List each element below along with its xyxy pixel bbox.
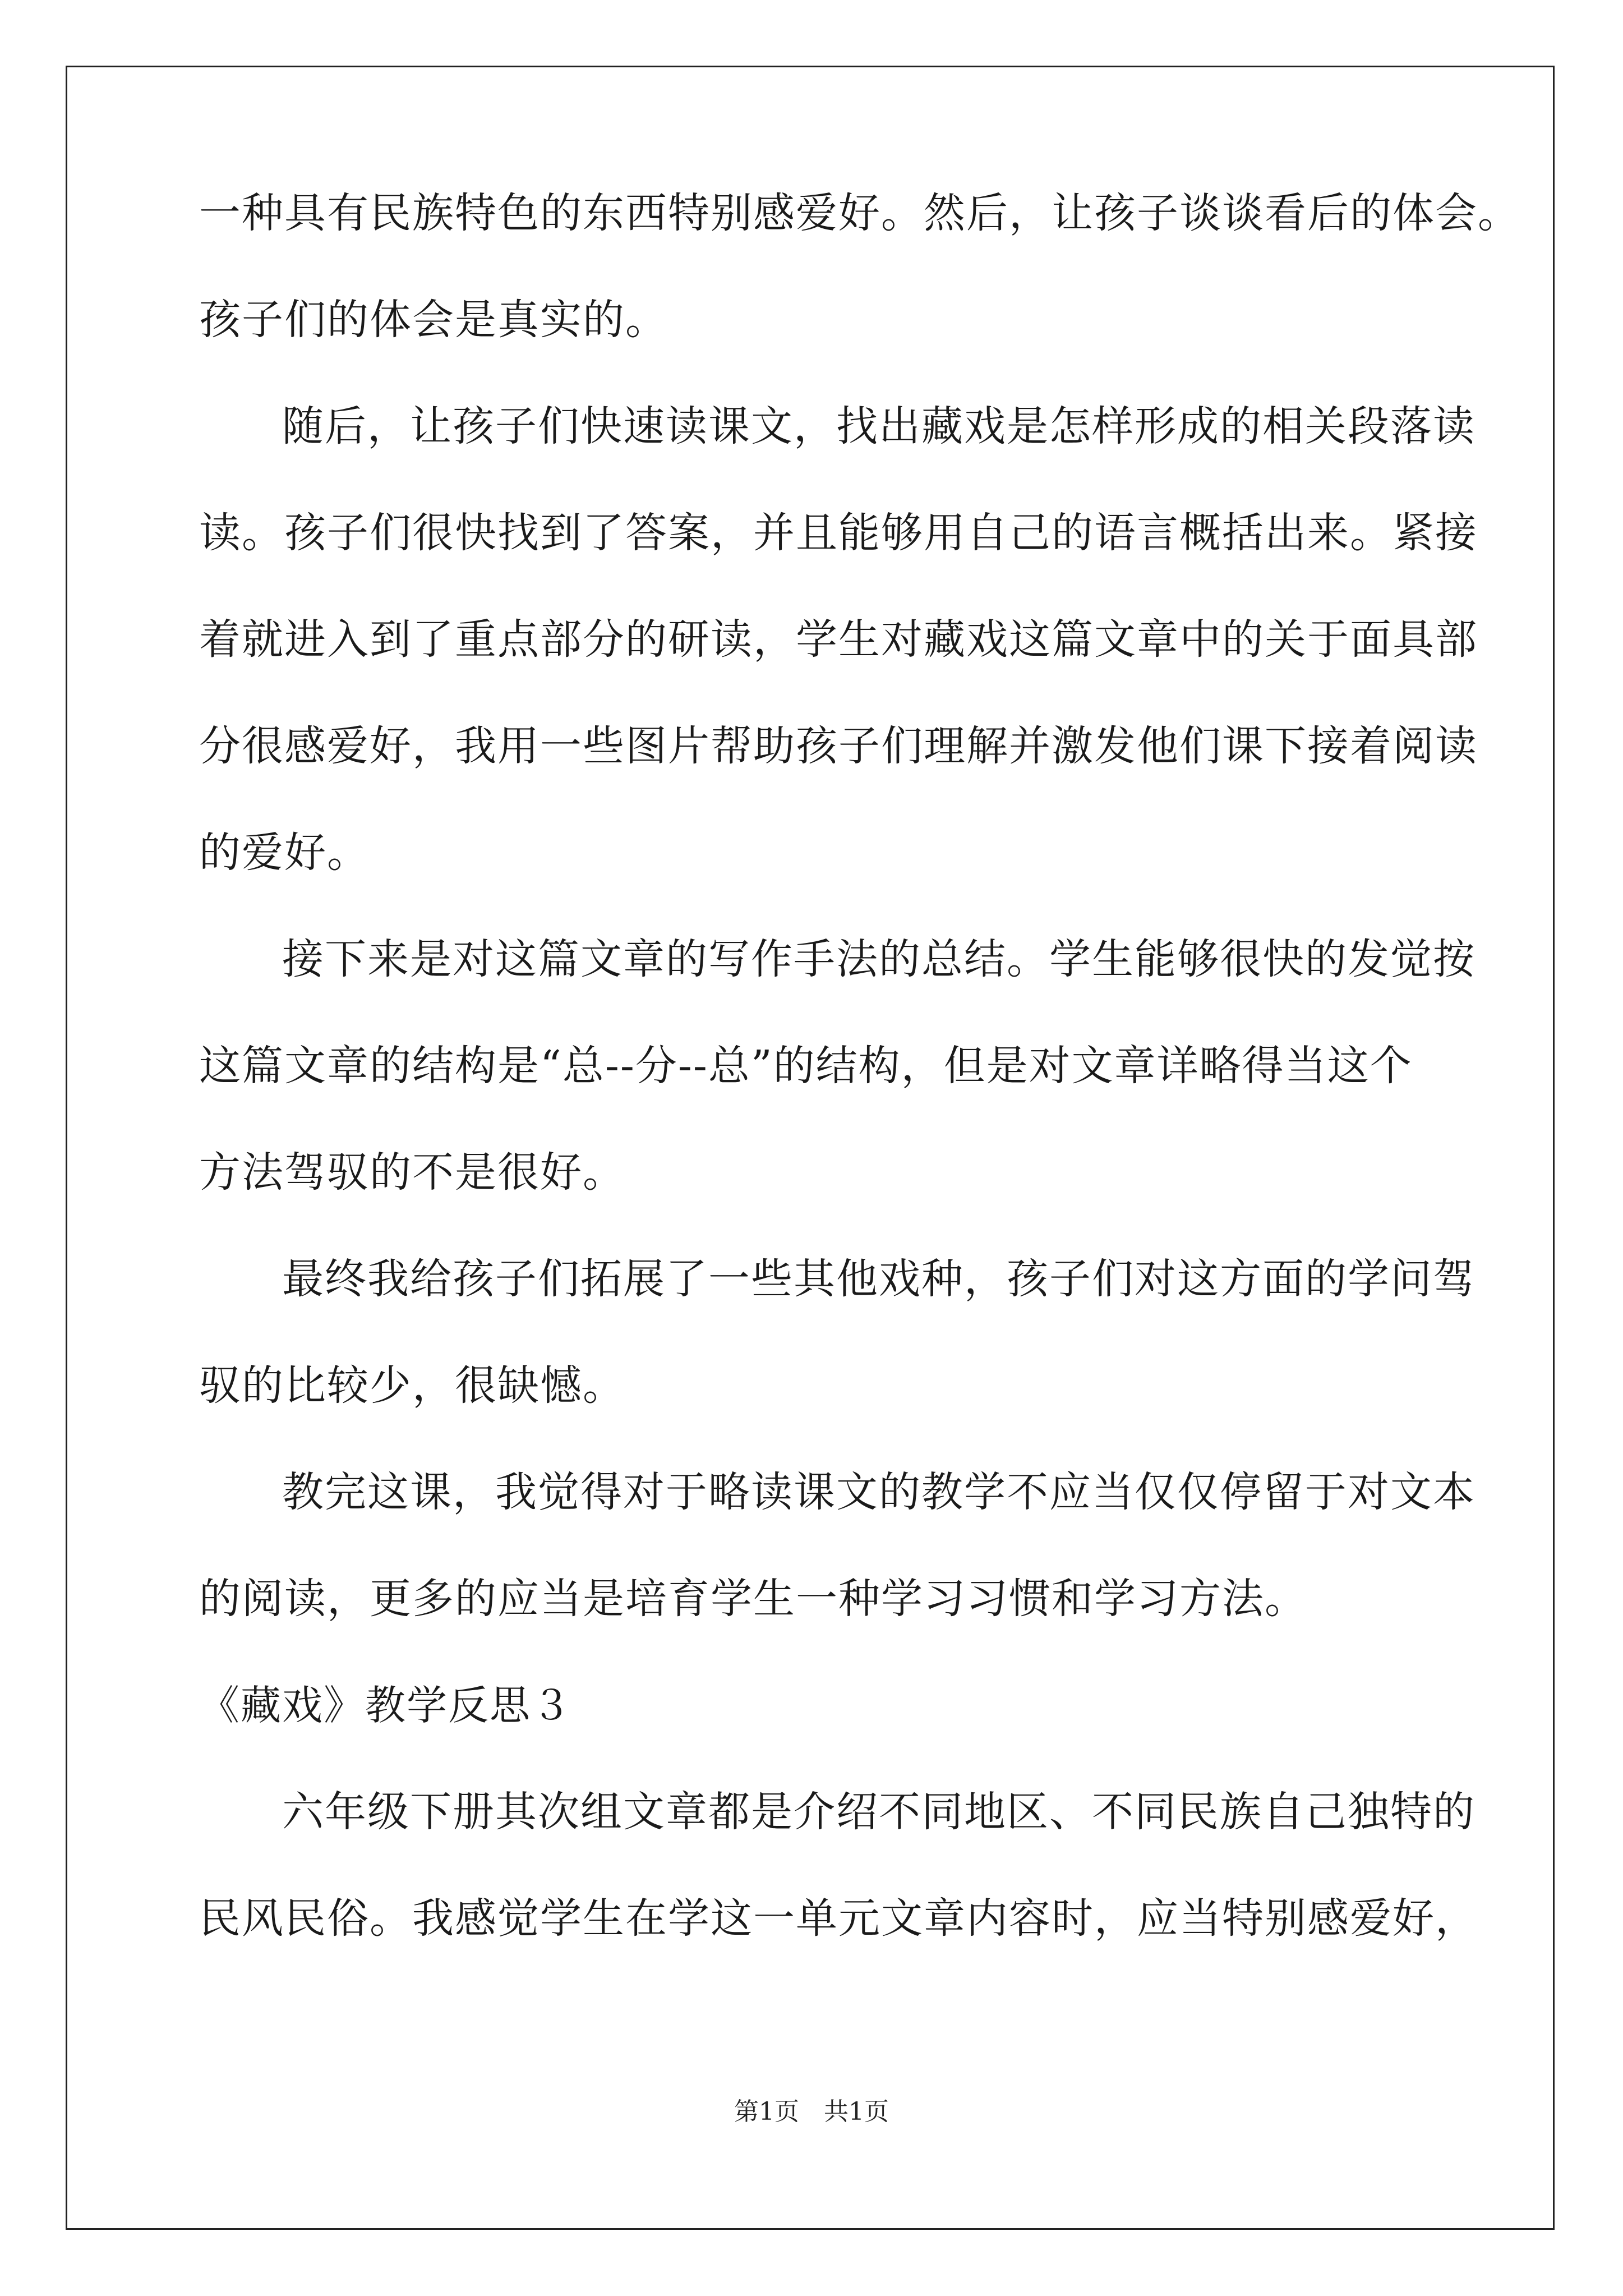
text-line: 着就进入到了重点部分的研读，学生对藏戏这篇文章中的关于面具部 [199, 615, 1478, 664]
text-line: 读。孩子们很快找到了答案，并且能够用自己的语言概括出来。紧接 [199, 509, 1478, 557]
paragraph-start-line: 最终我给孩子们拓展了一些其他戏种，孩子们对这方面的学问驾 [282, 1255, 1476, 1303]
paragraph-start-line: 教完这课，我觉得对于略读课文的教学不应当仅仅停留于对文本 [282, 1468, 1476, 1516]
paragraph-start-line: 六年级下册其次组文章都是介绍不同地区、不同民族自己独特的 [282, 1788, 1476, 1836]
text-line: 方法驾驭的不是很好。 [199, 1148, 625, 1197]
text-line: 孩子们的体会是真实的。 [199, 296, 668, 344]
paragraph-start-line: 随后，让孩子们快速读课文，找出藏戏是怎样形成的相关段落读 [282, 402, 1476, 450]
text-line: 的阅读，更多的应当是培育学生一种学习习惯和学习方法。 [199, 1575, 1307, 1623]
text-line: 民风民俗。我感觉学生在学这一单元文章内容时，应当特别感爱好， [199, 1894, 1478, 1943]
paragraph-start-line: 接下来是对这篇文章的写作手法的总结。学生能够很快的发觉按 [282, 935, 1476, 983]
section-heading: 《藏戏》教学反思３ [199, 1682, 573, 1729]
text-line: 的爱好。 [199, 829, 370, 877]
page-footer: 第1页 共1页 [734, 2097, 889, 2126]
text-line: 一种具有民族特色的东西特别感爱好。然后，让孩子谈谈看后的体会。 [199, 189, 1520, 237]
text-line: 分很感爱好，我用一些图片帮助孩子们理解并激发他们课下接着阅读 [199, 722, 1478, 770]
text-line: 驭的比较少，很缺憾。 [199, 1361, 625, 1410]
text-line: 这篇文章的结构是“总--分--总”的结构，但是对文章详略得当这个 [199, 1042, 1413, 1090]
